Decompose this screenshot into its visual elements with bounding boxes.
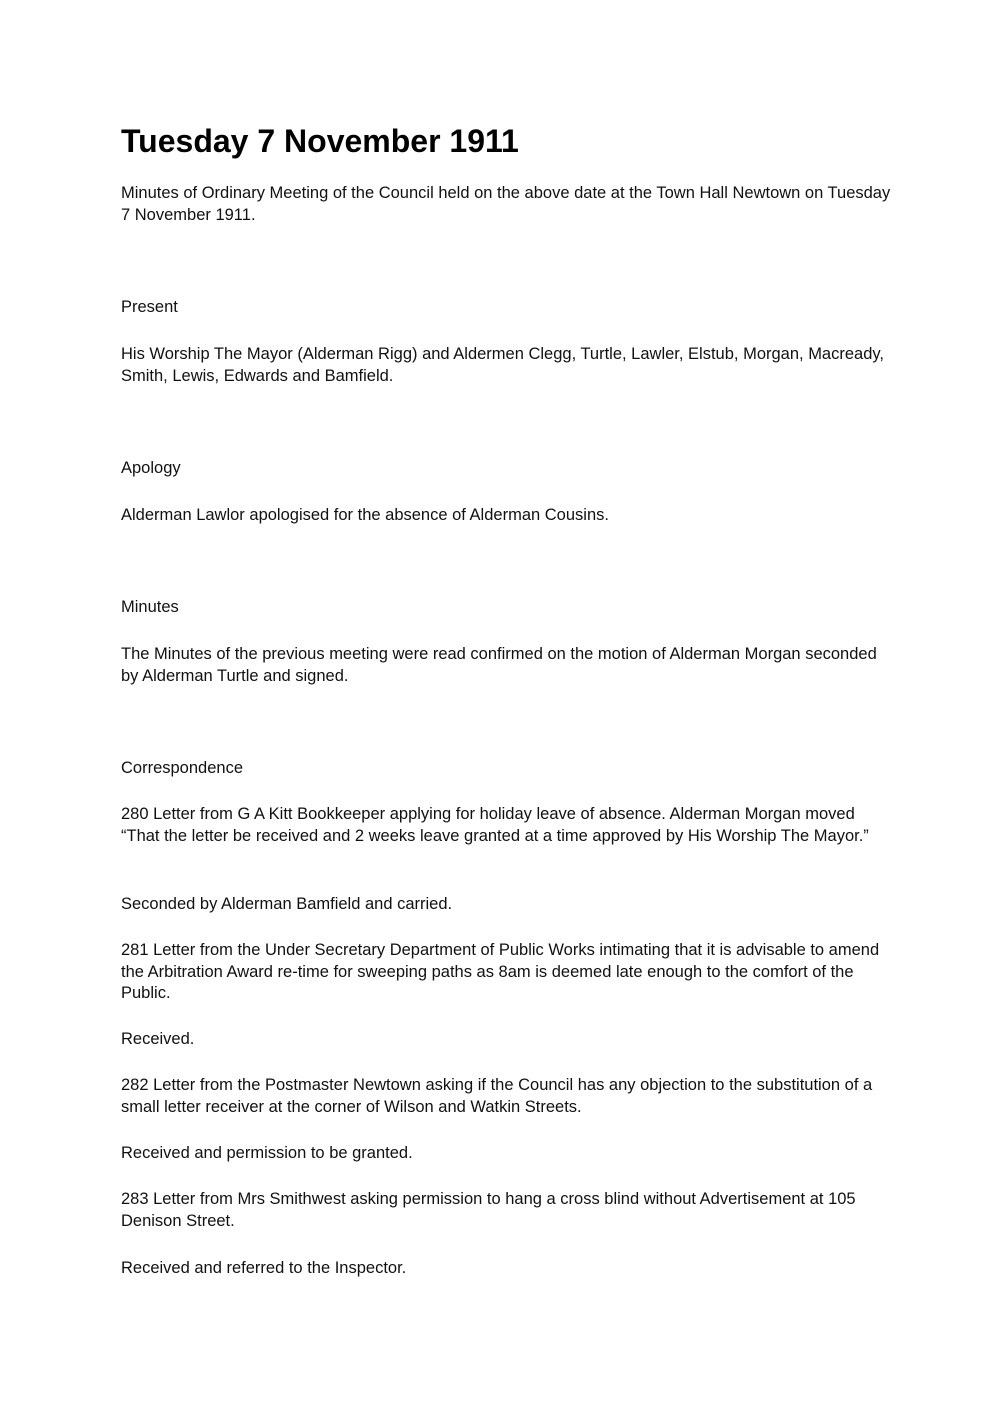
- correspondence-heading: Correspondence: [121, 759, 243, 777]
- minutes-heading: Minutes: [121, 598, 179, 616]
- correspondence-resolution-282: Received and permission to be granted.: [121, 1144, 413, 1162]
- page-title: Tuesday 7 November 1911: [121, 123, 519, 159]
- correspondence-resolution-281: Received.: [121, 1030, 195, 1048]
- intro-paragraph: Minutes of Ordinary Meeting of the Council held on the above date at the Town Hall Newtown on Tuesday 7 November 1911.: [121, 184, 891, 224]
- correspondence-resolution-280: Seconded by Alderman Bamfield and carried.: [121, 895, 453, 913]
- apology-paragraph: Alderman Lawlor apologised for the absence of Alderman Cousins.: [121, 506, 609, 524]
- present-paragraph: His Worship The Mayor (Alderman Rigg) and Aldermen Clegg, Turtle, Lawler, Elstub, Morgan, Macready, Smith, Lewis, Edwards and Bamfield.: [121, 345, 884, 385]
- correspondence-letter-280: 280 Letter from G A Kitt Bookkeeper applying for holiday leave of absence. Alderman Morgan moved “That the letter be received and 2 weeks leave granted at a time approved by His Worship The Mayor.”: [121, 805, 869, 845]
- correspondence-resolution-283: Received and referred to the Inspector.: [121, 1259, 407, 1277]
- apology-heading: Apology: [121, 459, 181, 477]
- minutes-paragraph: The Minutes of the previous meeting were read confirmed on the motion of Alderman Morgan seconded by Alderman Turtle and signed.: [121, 645, 877, 685]
- correspondence-letter-282: 282 Letter from the Postmaster Newtown asking if the Council has any objection to the substitution of a small letter receiver at the corner of Wilson and Watkin Streets.: [121, 1076, 873, 1116]
- correspondence-letter-283: 283 Letter from Mrs Smithwest asking permission to hang a cross blind without Advertisement at 105 Denison Street.: [121, 1190, 856, 1230]
- present-heading: Present: [121, 298, 178, 316]
- correspondence-letter-281: 281 Letter from the Under Secretary Department of Public Works intimating that it is advisable to amend the Arbitration Award re-time for sweeping paths as 8am is deemed late enough to the comfort of the Public.: [121, 941, 880, 1002]
